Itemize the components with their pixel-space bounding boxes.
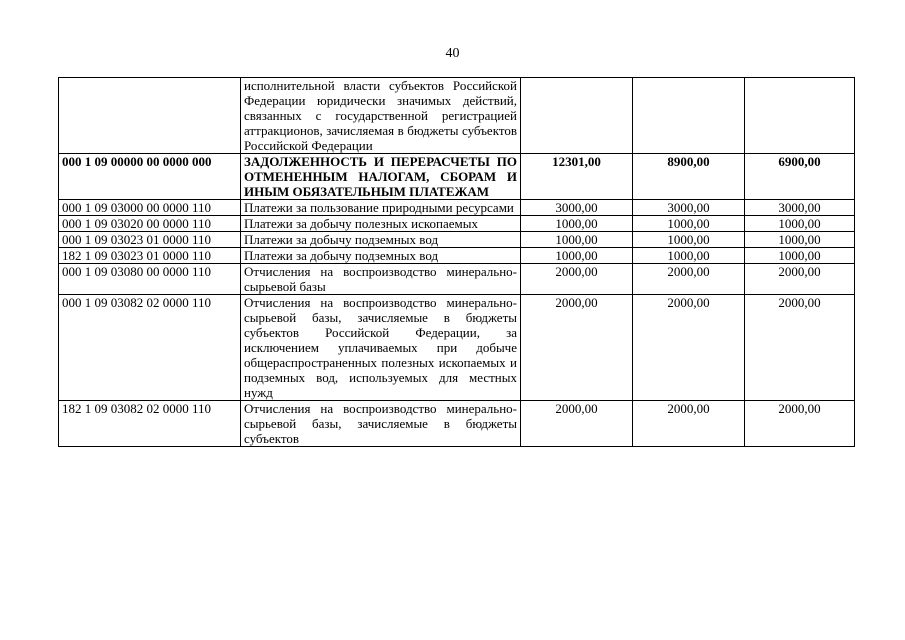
table-row [59,216,855,232]
amount-year-2: 8900,00 [633,154,745,200]
budget-code: 182 1 09 03023 01 0000 110 [59,248,241,264]
page-number: 40 [445,46,460,61]
income-name: Отчисления на воспроизводство минерально-сырьевой базы, зачисляемые в бюджеты субъектов Российской Федерации, за исключением уплачиваемых при добыче общераспространенных полезных ископаемых и подземных вод, используемых для местных нужд [241,295,521,401]
income-name: Отчисления на воспроизводство минерально-сырьевой базы [241,264,521,295]
amount-year-1: 2000,00 [521,401,633,447]
amount-year-1: 1000,00 [521,248,633,264]
budget-code: 000 1 09 03000 00 0000 110 [59,200,241,216]
amount-year-2: 2000,00 [633,401,745,447]
budget-code: 000 1 09 03023 01 0000 110 [59,232,241,248]
amount-year-1: 3000,00 [521,200,633,216]
amount-year-3: 3000,00 [745,200,855,216]
amount-year-2 [633,78,745,154]
amount-year-2: 2000,00 [633,295,745,401]
budget-revenue-table [58,77,855,447]
budget-code: 000 1 09 03082 02 0000 110 [59,295,241,401]
income-name: Платежи за добычу подземных вод [241,248,521,264]
amount-year-2: 2000,00 [633,264,745,295]
amount-year-3: 1000,00 [745,232,855,248]
table-row [59,154,855,200]
amount-year-3: 1000,00 [745,216,855,232]
amount-year-1: 12301,00 [521,154,633,200]
income-name: ЗАДОЛЖЕННОСТЬ И ПЕРЕРАСЧЕТЫ ПО ОТМЕНЕННЫМ НАЛОГАМ, СБОРАМ И ИНЫМ ОБЯЗАТЕЛЬНЫМ ПЛАТЕЖАМ [241,154,521,200]
amount-year-2: 3000,00 [633,200,745,216]
income-name: Платежи за добычу полезных ископаемых [241,216,521,232]
table-row [59,264,855,295]
table-row [59,295,855,401]
budget-code: 000 1 09 03080 00 0000 110 [59,264,241,295]
table-row [59,248,855,264]
table-row [59,401,855,447]
income-name: Платежи за добычу подземных вод [241,232,521,248]
income-name: Платежи за пользование природными ресурсами [241,200,521,216]
amount-year-3: 6900,00 [745,154,855,200]
amount-year-1 [521,78,633,154]
amount-year-2: 1000,00 [633,232,745,248]
amount-year-1: 1000,00 [521,232,633,248]
budget-code: 182 1 09 03082 02 0000 110 [59,401,241,447]
amount-year-2: 1000,00 [633,216,745,232]
amount-year-1: 2000,00 [521,295,633,401]
amount-year-2: 1000,00 [633,248,745,264]
table-row [59,232,855,248]
amount-year-3: 2000,00 [745,295,855,401]
amount-year-1: 1000,00 [521,216,633,232]
income-name: Отчисления на воспроизводство минерально-сырьевой базы, зачисляемые в бюджеты субъектов [241,401,521,447]
budget-code: 000 1 09 03020 00 0000 110 [59,216,241,232]
amount-year-3 [745,78,855,154]
table-row [59,78,855,154]
income-name: исполнительной власти субъектов Российской Федерации юридически значимых действий, связанных с государственной регистрацией аттракционов, зачисляемая в бюджеты субъектов Российской Федерации [241,78,521,154]
table-row [59,200,855,216]
budget-code: 000 1 09 00000 00 0000 000 [59,154,241,200]
amount-year-3: 1000,00 [745,248,855,264]
amount-year-3: 2000,00 [745,401,855,447]
amount-year-3: 2000,00 [745,264,855,295]
budget-code [59,78,241,154]
amount-year-1: 2000,00 [521,264,633,295]
